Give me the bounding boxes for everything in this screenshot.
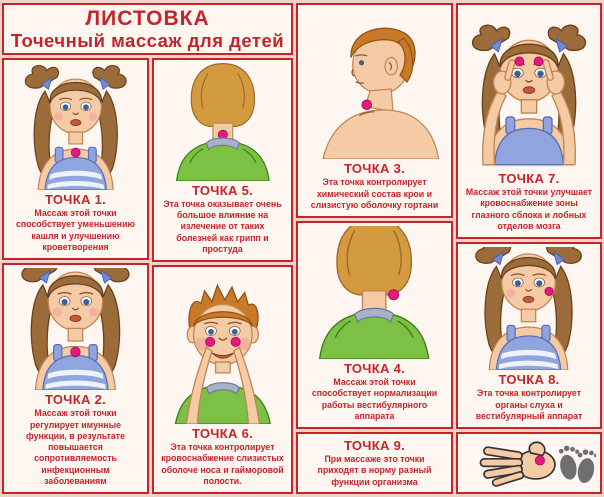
point-9-heading: ТОЧКА 9. [343, 438, 406, 454]
boy-face-nose-points-illustration [158, 270, 287, 424]
point-6-heading: ТОЧКА 6. [191, 426, 254, 441]
hand-icon [480, 442, 555, 487]
girl-front-illustration-svg [12, 268, 139, 390]
leaflet-subtitle: Точечный массаж для детей [10, 29, 285, 51]
boy-profile-neck-point-illustration [302, 8, 447, 159]
point-3-description: Эта точка контролирует химический состав крои и слизистую оболочку гортани [310, 177, 439, 210]
massage-point-dot [205, 337, 214, 346]
girl-front-chest-point-illustration [8, 63, 143, 190]
header-box [2, 3, 293, 55]
point-4-panel [296, 221, 453, 429]
boy-back-of-head-point-illustration [158, 63, 287, 181]
massage-point-dot [231, 337, 240, 346]
point-1-panel [2, 58, 149, 260]
massage-point-dot [71, 347, 80, 356]
hand-back-point-illustration [462, 435, 596, 491]
massage-point-dot [545, 288, 553, 296]
girl-cheek-point-illustration [462, 247, 596, 370]
boy-back-head-illustration-svg [165, 63, 281, 181]
girl-cheek-point-illustration-svg [466, 247, 591, 370]
point-8-heading: ТОЧКА 8. [498, 372, 560, 388]
point-5-heading: ТОЧКА 5. [191, 182, 254, 198]
point-7-description: Массаж этой точки улучшает кровоснабжение зоны глазного сблока и лобных отделов мозга [465, 187, 593, 231]
point-8-panel [456, 242, 602, 429]
point-6-panel [152, 265, 293, 494]
point-9-description: При массаже это точки приходят в норму разный функции организма [317, 454, 432, 487]
girl-front-illustration-svg [16, 63, 135, 190]
point-4-heading: ТОЧКА 4. [343, 361, 406, 376]
point-1-heading: ТОЧКА 1. [44, 192, 107, 207]
girl-brow-points-illustration-svg [462, 17, 596, 169]
point-4-description: Массаж этой точки способствует нормализации работы вестибулярного аппарата [311, 377, 438, 421]
baby-feet-logo-icon [558, 446, 596, 485]
massage-point-dot [389, 290, 399, 300]
point-3-heading: ТОЧКА 3. [343, 161, 406, 177]
massage-point-dot [535, 456, 544, 465]
point-2-description: Массаж этой точки регулирует имунные функции, в результате повышается сопротивляемость инфекционным заболеваниям [26, 408, 125, 486]
boy-profile-illustration-svg [309, 19, 440, 159]
point-9-panel [296, 432, 453, 494]
massage-point-dot [71, 148, 80, 157]
massage-point-dot [515, 57, 524, 66]
point-8-description: Эта точка контролирует органы слуха и вестибулярный аппарат [475, 388, 583, 421]
massage-point-dot [534, 57, 543, 66]
hand-point-panel [456, 432, 602, 494]
boy-face-illustration-svg [159, 278, 287, 424]
point-7-heading: ТОЧКА 7. [498, 171, 560, 186]
point-3-panel [296, 3, 453, 218]
point-1-description: Массаж этой точки способствует уменьшению кашля и улучшению кроветворения [15, 208, 136, 252]
leaflet-title: ЛИСТОВКА [85, 6, 210, 30]
boy-back-illustration-svg [306, 226, 442, 359]
point-5-description: Эта точка оказывает очень большое влияние на излечение от таких болезней как грипп и простуда [163, 198, 282, 254]
girl-brow-points-illustration [462, 8, 596, 169]
girl-front-lower-chest-point-illustration [8, 268, 143, 390]
boy-back-behind-ear-point-illustration [302, 226, 447, 359]
point-5-panel [152, 58, 293, 262]
point-6-description: Эта точка контролирует кровоснабжение слизистых оболоче носа и гайморовой полости. [161, 442, 284, 486]
point-7-panel [456, 3, 602, 239]
massage-point-dot [362, 100, 372, 110]
point-2-heading: ТОЧКА 2. [44, 392, 107, 408]
point-2-panel [2, 263, 149, 494]
